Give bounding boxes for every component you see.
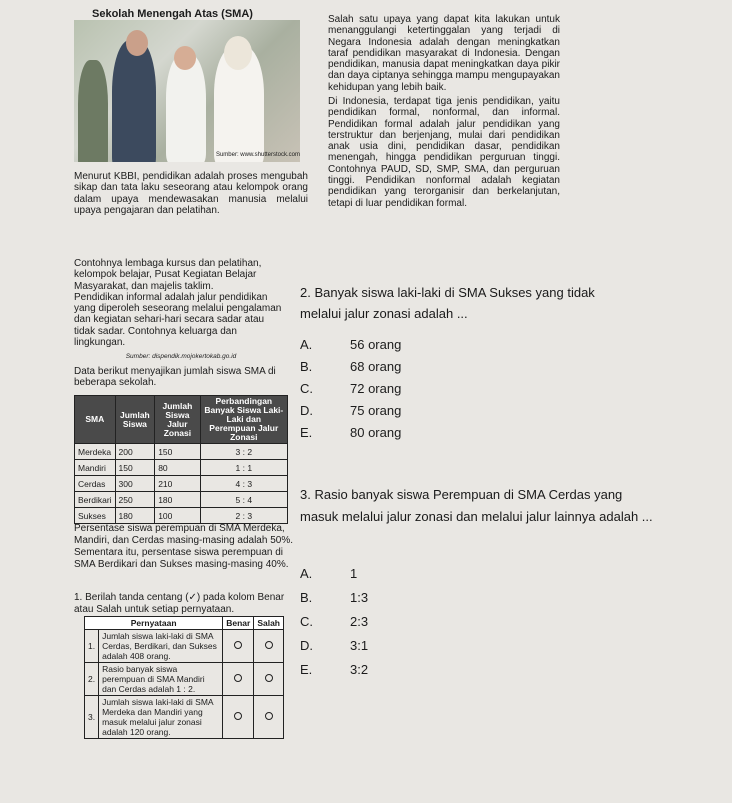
q2-option[interactable] bbox=[300, 359, 401, 374]
option-letter: E. bbox=[300, 662, 313, 677]
true-false-table bbox=[84, 616, 284, 739]
q3-option[interactable] bbox=[300, 590, 368, 605]
option-value: 3:2 bbox=[350, 662, 369, 677]
option-value: 1 bbox=[350, 566, 358, 581]
q3-option[interactable] bbox=[300, 638, 368, 653]
cell: Mandiri bbox=[75, 460, 116, 476]
option-letter: B. bbox=[300, 590, 313, 605]
cell: Cerdas bbox=[75, 476, 116, 492]
statement-text: Rasio banyak siswa perempuan di SMA Mandiri dan Cerdas adalah 1 : 2. bbox=[99, 663, 223, 696]
table-row bbox=[85, 696, 284, 739]
cell: 180 bbox=[115, 508, 155, 524]
cell: 210 bbox=[155, 476, 200, 492]
cell: 250 bbox=[115, 492, 155, 508]
percentage-note: Persentase siswa perempuan di SMA Merdeka, Mandiri, dan Cerdas masing-masing adalah 50%. Sementara itu, persentase siswa perempuan di SMA Berdikari dan Sukses masing-masing 40%. bbox=[74, 523, 294, 570]
radio-true[interactable] bbox=[234, 712, 242, 720]
cell: 150 bbox=[155, 444, 200, 460]
statement-text: Jumlah siswa laki-laki di SMA Cerdas, Berdikari, dan Sukses adalah 408 orang. bbox=[99, 630, 223, 663]
option-value: 80 orang bbox=[350, 425, 402, 440]
table-row bbox=[85, 663, 284, 696]
radio-false[interactable] bbox=[265, 712, 273, 720]
col-statement: Pernyataan bbox=[85, 617, 223, 630]
student-data-table bbox=[74, 395, 288, 524]
photo-source: Sumber: www.shutterstock.com bbox=[215, 152, 300, 158]
radio-true[interactable] bbox=[234, 641, 242, 649]
q2-option[interactable] bbox=[300, 425, 401, 440]
statement-text: Jumlah siswa laki-laki di SMA Merdeka dan Mandiri yang masuk melalui jalur zonasi adalah 120 orang. bbox=[99, 696, 223, 739]
table-row bbox=[85, 630, 284, 663]
informal-paragraph: Pendidikan informal adalah jalur pendidikan yang diperoleh seseorang melalui pengalaman dan kegiatan sehari-hari secara sadar atau tidak sadar. Contohnya keluarga dan lingkungan. bbox=[74, 291, 282, 349]
radio-false[interactable] bbox=[265, 641, 273, 649]
cell: 4 : 3 bbox=[200, 476, 287, 492]
question-3: 3. Rasio banyak siswa Perempuan di SMA Cerdas yang masuk melalui jalur zonasi dan melalui jalur lainnya adalah ... bbox=[300, 487, 653, 524]
option-value: 3:1 bbox=[350, 638, 369, 653]
table-row bbox=[75, 508, 288, 524]
cell: Merdeka bbox=[75, 444, 116, 460]
table-row bbox=[75, 460, 288, 476]
col-sma: SMA bbox=[75, 396, 116, 444]
option-letter: C. bbox=[300, 614, 313, 629]
row-number: 1. bbox=[85, 630, 99, 663]
option-value: 56 orang bbox=[350, 337, 402, 352]
option-value: 2:3 bbox=[350, 614, 369, 629]
option-letter: D. bbox=[300, 403, 313, 418]
option-letter: D. bbox=[300, 638, 313, 653]
cell: 80 bbox=[155, 460, 200, 476]
left-middle-text bbox=[74, 258, 288, 388]
option-letter: C. bbox=[300, 381, 313, 396]
radio-false[interactable] bbox=[265, 674, 273, 682]
table-row bbox=[75, 476, 288, 492]
cell: 150 bbox=[115, 460, 155, 476]
q2-option[interactable] bbox=[300, 337, 401, 352]
option-letter: E. bbox=[300, 425, 313, 440]
cell: 1 : 1 bbox=[200, 460, 287, 476]
education-types-paragraph: Di Indonesia, terdapat tiga jenis pendidikan, yaitu pendidikan formal, nonformal, dan informal. Pendidikan formal adalah jalur pendidikan yang terstruktur dan berjenjang, mulai dari pendidikan anak usia dini, pendidikan dasar, pendidikan menengah, hingga pendidikan perguruan tinggi. Contohnya PAUD, SD, SMP, SMA, dan perguruan tinggi. Pendidikan nonformal adalah kegiatan pendidikan yang terorganisir dan berkelanjutan, tetapi di luar pendidikan formal. bbox=[328, 96, 560, 209]
cell: 180 bbox=[155, 492, 200, 508]
cell: 5 : 4 bbox=[200, 492, 287, 508]
col-zonasi: Jumlah Siswa Jalur Zonasi bbox=[155, 396, 200, 444]
col-true: Benar bbox=[223, 617, 254, 630]
q2-option[interactable] bbox=[300, 381, 401, 396]
question-2: 2. Banyak siswa laki-laki di SMA Sukses yang tidak melalui jalur zonasi adalah ... bbox=[300, 285, 595, 321]
source-citation: Sumber: dispendik.mojokertokab.go.id bbox=[125, 353, 237, 361]
cell: 200 bbox=[115, 444, 155, 460]
table-row bbox=[75, 492, 288, 508]
option-letter: A. bbox=[300, 337, 313, 352]
row-number: 3. bbox=[85, 696, 99, 739]
q3-option[interactable] bbox=[300, 566, 357, 581]
cell: Berdikari bbox=[75, 492, 116, 508]
photo-title: Sekolah Menengah Atas (SMA) bbox=[92, 8, 253, 20]
col-false: Salah bbox=[254, 617, 284, 630]
option-letter: B. bbox=[300, 359, 313, 374]
q2-option[interactable] bbox=[300, 403, 401, 418]
cell: 100 bbox=[155, 508, 200, 524]
cell: 300 bbox=[115, 476, 155, 492]
q3-option[interactable] bbox=[300, 614, 368, 629]
cell: 2 : 3 bbox=[200, 508, 287, 524]
col-ratio: Perbandingan Banyak Siswa Laki-Laki dan Perempuan Jalur Zonasi bbox=[200, 396, 287, 444]
cell: 3 : 2 bbox=[200, 444, 287, 460]
nonformal-examples: Contohnya lembaga kursus dan pelatihan, kelompok belajar, Pusat Kegiatan Belajar Masyarakat, dan majelis taklim. bbox=[74, 258, 262, 292]
row-number: 2. bbox=[85, 663, 99, 696]
cell: Sukses bbox=[75, 508, 116, 524]
students-photo bbox=[74, 20, 300, 162]
q3-option[interactable] bbox=[300, 662, 368, 677]
option-value: 75 orang bbox=[350, 403, 402, 418]
table-row bbox=[75, 444, 288, 460]
definition-paragraph: Menurut KBBI, pendidikan adalah proses mengubah sikap dan tata laku seseorang atau kelompok orang dalam upaya mendewasakan manusia melalui upaya pengajaran dan pelatihan. bbox=[74, 171, 308, 216]
col-total: Jumlah Siswa bbox=[115, 396, 155, 444]
radio-true[interactable] bbox=[234, 674, 242, 682]
data-intro: Data berikut menyajikan jumlah siswa SMA di beberapa sekolah. bbox=[74, 365, 276, 388]
option-value: 1:3 bbox=[350, 590, 369, 605]
option-value: 72 orang bbox=[350, 381, 402, 396]
option-value: 68 orang bbox=[350, 359, 402, 374]
task-1-instruction: 1. Berilah tanda centang (✓) pada kolom Benar atau Salah untuk setiap pernyataan. bbox=[74, 592, 285, 615]
intro-paragraph: Salah satu upaya yang dapat kita lakukan untuk menanggulangi ketertinggalan yang terjadi di Negara Indonesia adalah dengan meningkatkan taraf pendidikan masyarakat di Indonesia. Dengan pendidikan, manusia dapat meningkatkan daya pikir dan daya ciptanya sehingga mampu mengupayakan kehidupan yang lebih baik. bbox=[328, 14, 560, 93]
option-letter: A. bbox=[300, 566, 313, 581]
